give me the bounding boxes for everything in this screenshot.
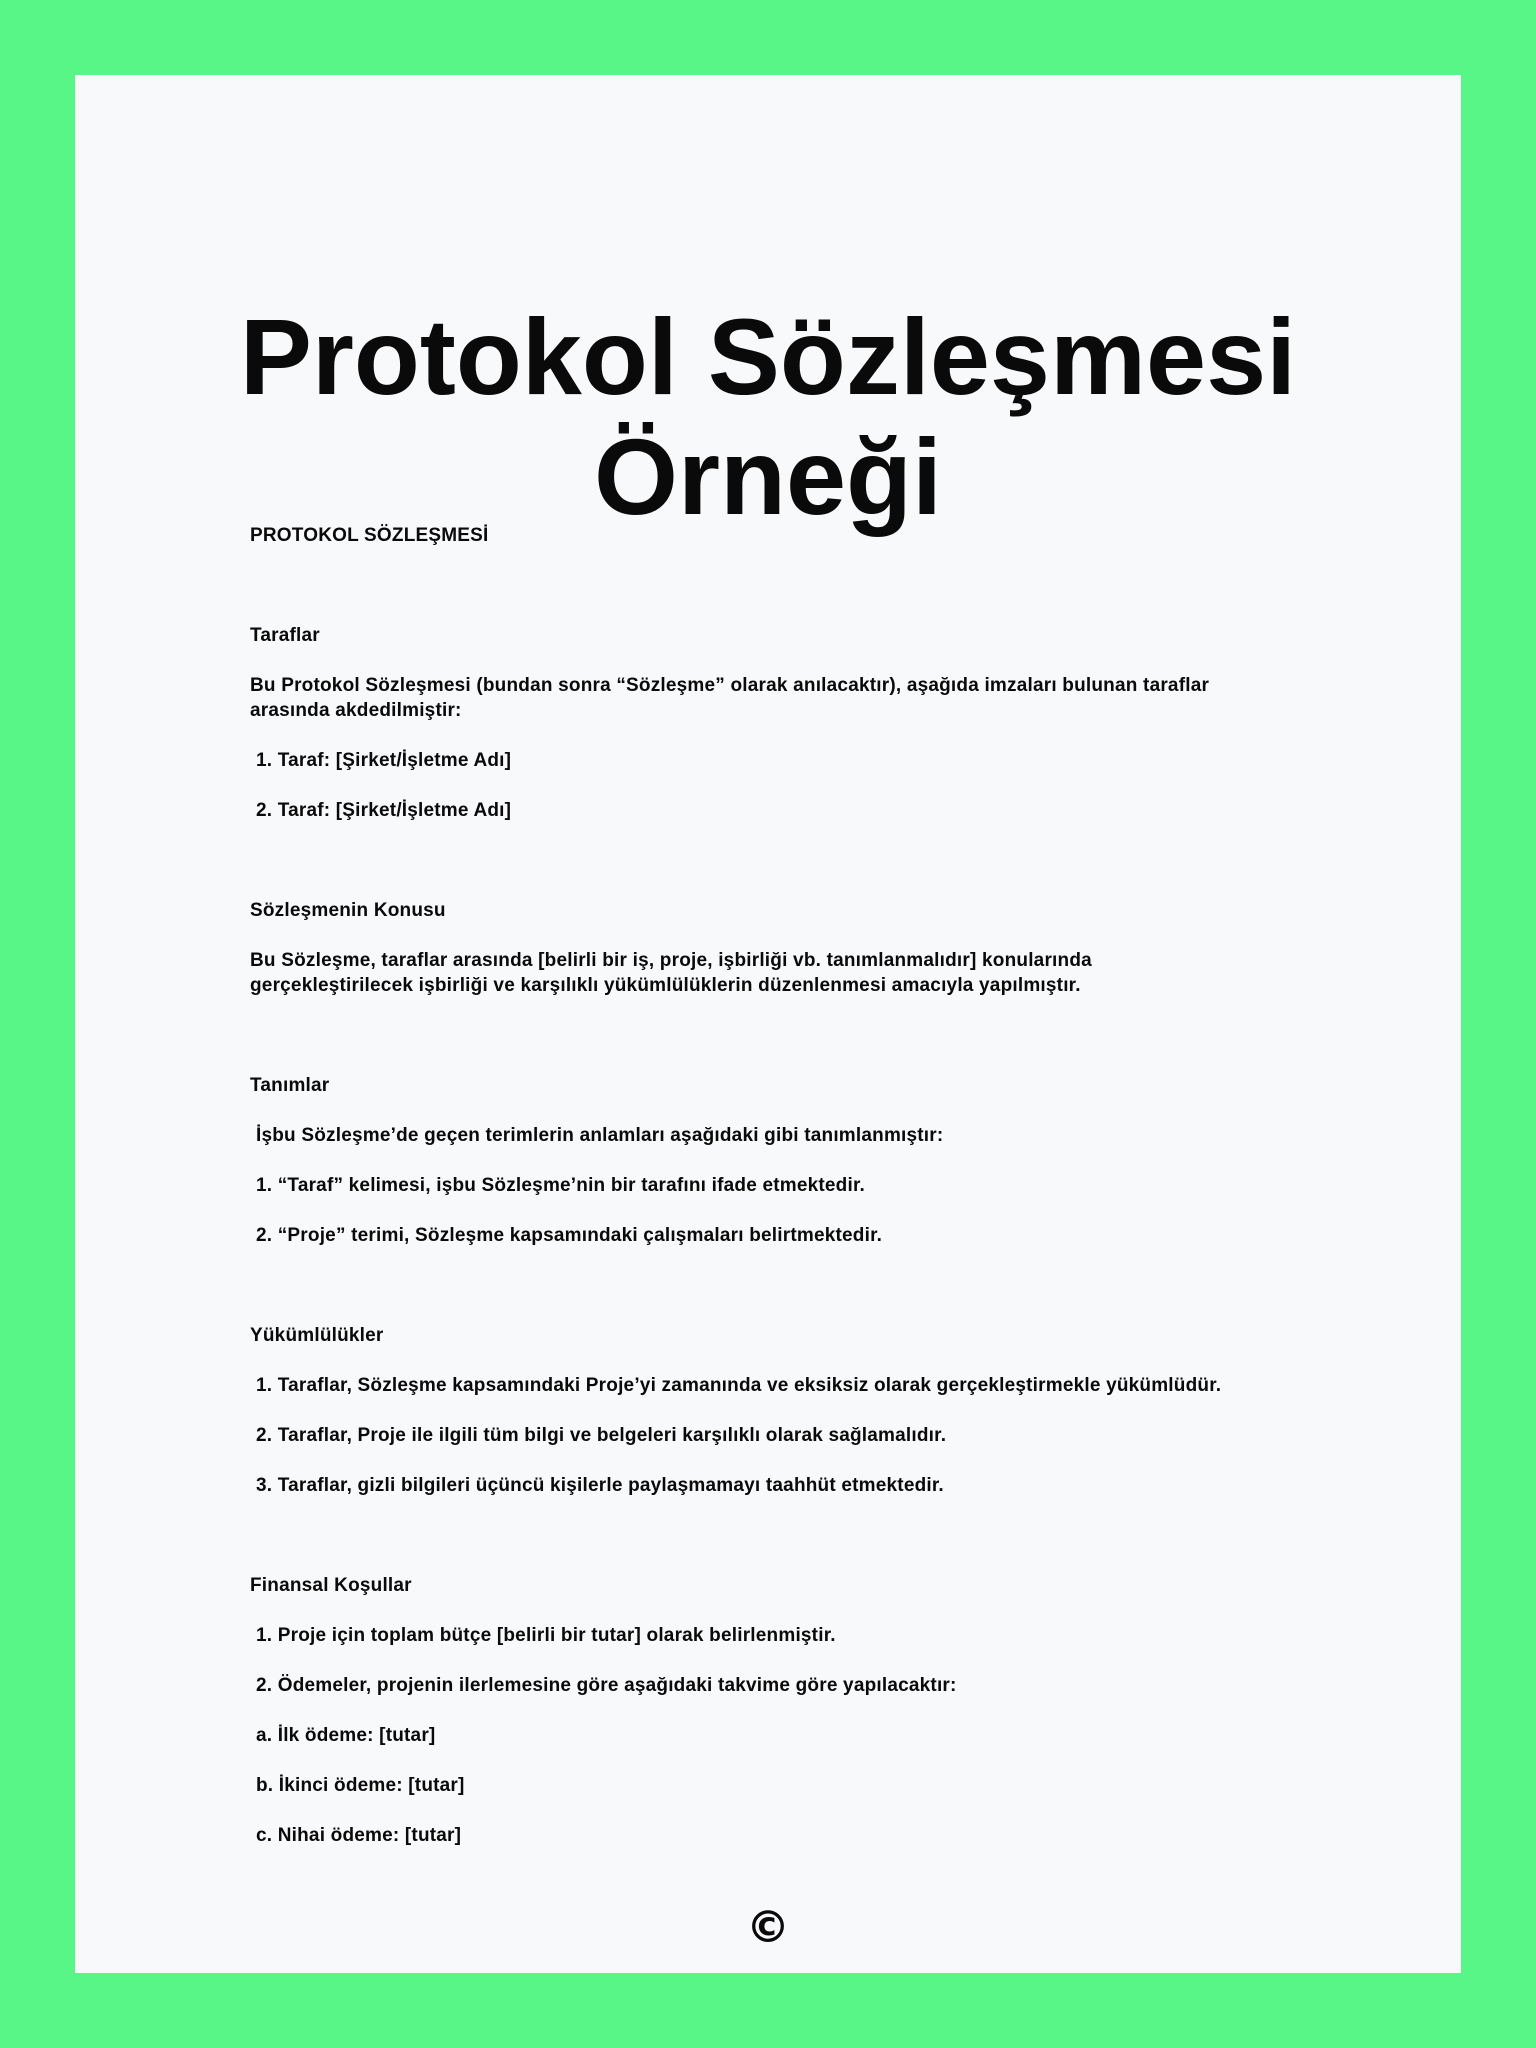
document-heading: PROTOKOL SÖZLEŞMESİ	[250, 525, 489, 546]
document-page	[75, 75, 1461, 1973]
section-title-parties: Taraflar	[250, 625, 320, 646]
section-title-obligations: Yükümlülükler	[250, 1325, 384, 1346]
list-item: 1. Proje için toplam bütçe [belirli bir tutar] olarak belirlenmiştir.	[256, 1625, 836, 1646]
page-title: Protokol Sözleşmesi Örneği	[239, 296, 1297, 537]
list-item: 2. “Proje” terimi, Sözleşme kapsamındaki çalışmaları belirtmektedir.	[256, 1225, 883, 1246]
definitions-intro: İşbu Sözleşme’de geçen terimlerin anlamları aşağıdaki gibi tanımlanmıştır:	[256, 1125, 944, 1146]
section-title-financial: Finansal Koşullar	[250, 1575, 412, 1596]
list-item: 1. “Taraf” kelimesi, işbu Sözleşme’nin bir tarafını ifade etmektedir.	[256, 1175, 865, 1196]
section-title-subject: Sözleşmenin Konusu	[250, 900, 446, 921]
list-item: 1. Taraflar, Sözleşme kapsamındaki Proje’yi zamanında ve eksiksiz olarak gerçekleştirmekle yükümlüdür.	[256, 1375, 1222, 1396]
subject-text: Bu Sözleşme, taraflar arasında [belirli bir iş, proje, işbirliği vb. tanımlanmalıdır] konularında gerçekleştirilecek işbirliği ve karşılıklı yükümlülüklerin düzenlenmesi amacıyla yapılmıştır.	[250, 950, 1092, 996]
list-item: c. Nihai ödeme: [tutar]	[256, 1825, 462, 1846]
list-item: a. İlk ödeme: [tutar]	[256, 1725, 436, 1746]
list-item: 3. Taraflar, gizli bilgileri üçüncü kişilerle paylaşmamayı taahhüt etmektedir.	[256, 1475, 944, 1496]
list-item: 2. Ödemeler, projenin ilerlemesine göre aşağıdaki takvime göre yapılacaktır:	[256, 1675, 957, 1696]
parties-intro: Bu Protokol Sözleşmesi (bundan sonra “Sözleşme” olarak anılacaktır), aşağıda imzaları bulunan taraflar arasında akdedilmiştir:	[250, 675, 1210, 721]
section-title-definitions: Tanımlar	[250, 1075, 330, 1096]
list-item: 2. Taraf: [Şirket/İşletme Adı]	[256, 800, 512, 821]
copyright-icon: ©	[746, 1902, 790, 1953]
list-item: 2. Taraflar, Proje ile ilgili tüm bilgi ve belgeleri karşılıklı olarak sağlamalıdır.	[256, 1425, 947, 1446]
list-item: b. İkinci ödeme: [tutar]	[256, 1775, 465, 1796]
list-item: 1. Taraf: [Şirket/İşletme Adı]	[256, 750, 512, 771]
